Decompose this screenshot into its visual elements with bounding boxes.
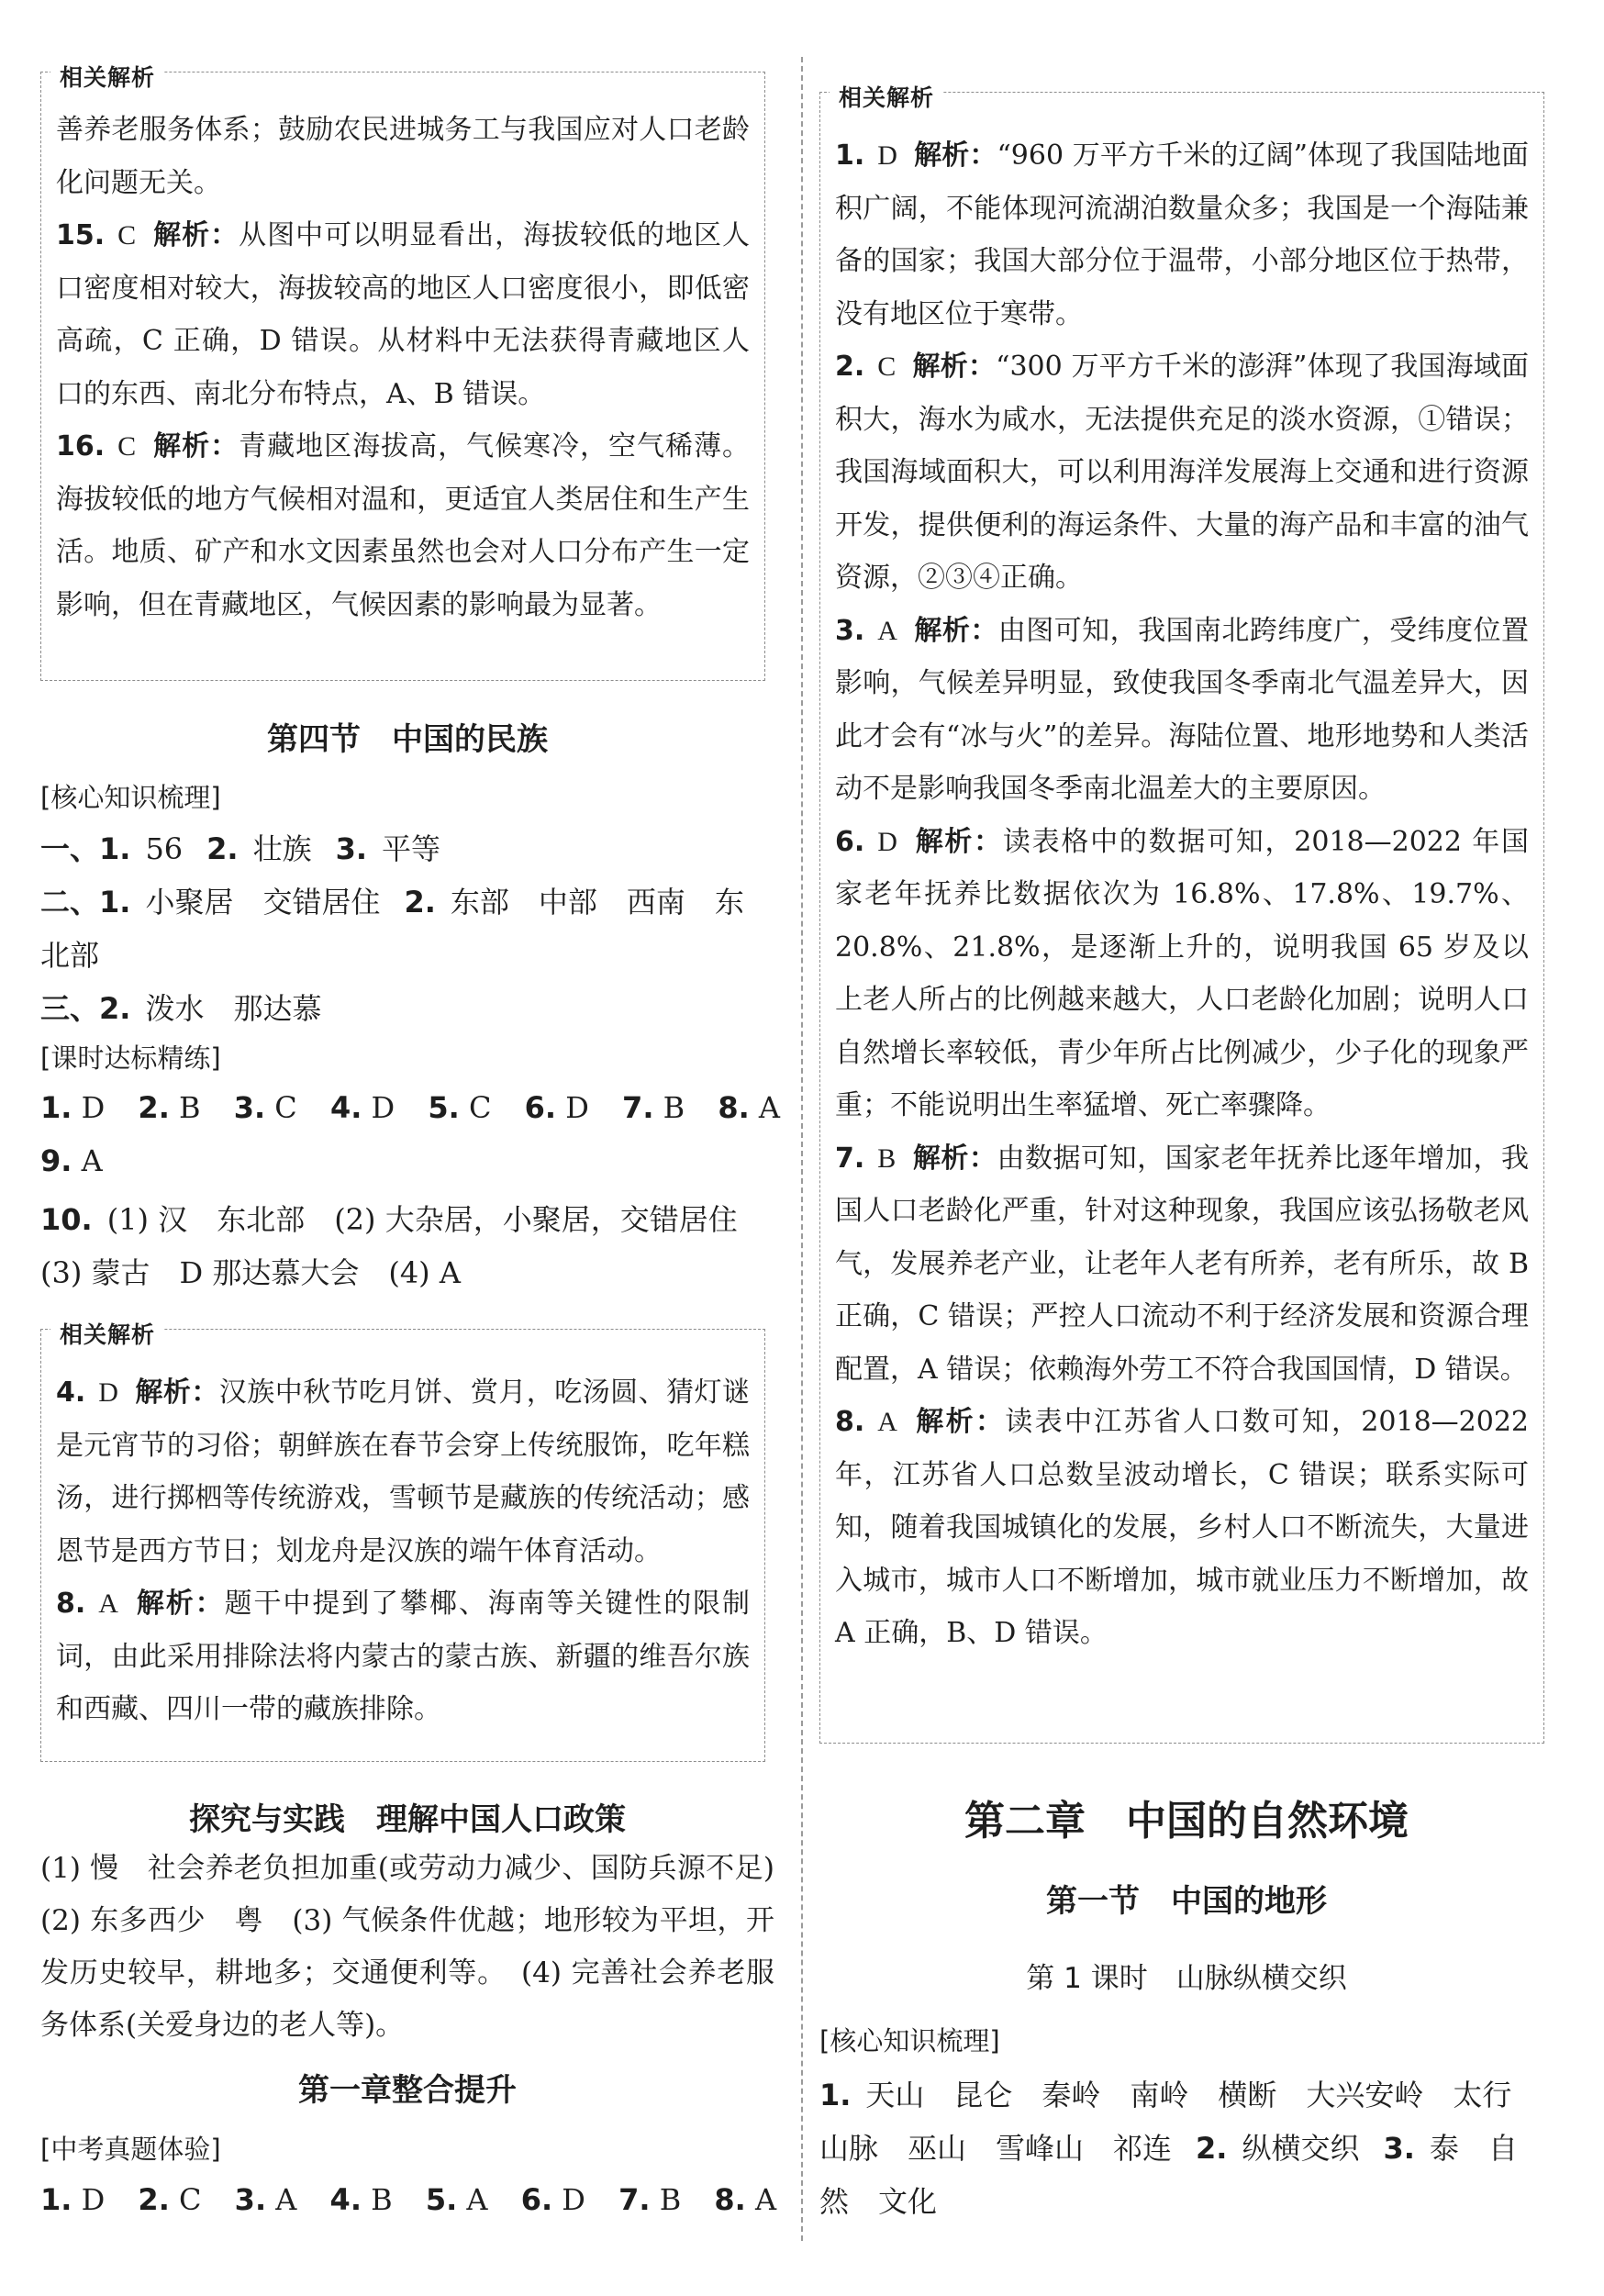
- core-line-3: 然 文化: [819, 2184, 938, 2219]
- core-answer: 泰 自: [1429, 2131, 1518, 2166]
- chapter-title: 第二章 中国的自然环境: [964, 1798, 1409, 1845]
- core-line-1: [40, 826, 440, 868]
- analysis-box-1: [40, 64, 765, 681]
- mc-num: 3.: [234, 2182, 267, 2217]
- q-text: 从图中可以明显看出，海拔较低的地区人口密度相对较大，海拔较高的地区人口密度很小，即低密高疏，C 正确，D 错误。从材料中无法获得青藏地区人口的东西、南北分布特点，A、B 错误。: [56, 219, 751, 410]
- core-line-1: [819, 2072, 1511, 2114]
- q-text: “960 万平方千米的辽阔”体现了我国陆地面积广阔，不能体现河流湖泊数量众多；我国是一个海陆兼备的国家；我国大部分位于温带，小部分地区位于热带，没有地区位于寒带。: [835, 139, 1529, 330]
- analysis-item: [835, 605, 1529, 816]
- analysis-box-3: [819, 84, 1544, 1744]
- core-answer: 纵横交织: [1242, 2131, 1360, 2166]
- q-tag: 解析：: [913, 139, 997, 172]
- column-divider: [801, 57, 803, 2241]
- mc-answer: B: [371, 2182, 393, 2217]
- q-number: 10.: [40, 1202, 93, 1237]
- q-tag: 解析：: [152, 219, 239, 251]
- exam-label: [中考真题体验]: [40, 2134, 221, 2165]
- q-number: 15.: [56, 219, 106, 251]
- section-title: 第四节 中国的民族: [267, 721, 548, 758]
- analysis-continuation: 善养老服务体系；鼓励农民进城务工与我国应对人口老龄化问题无关。: [56, 114, 750, 199]
- q-answer: C: [877, 351, 897, 382]
- q10-line-1: [40, 1197, 738, 1239]
- mc-num: 7.: [618, 2182, 651, 2217]
- q-text: 读表中江苏省人口数可知，2018—2022 年，江苏省人口总数呈波动增长，C 错误；联系实际可知，随着我国城镇化的发展，乡村人口不断流失，大量进入城市，城市人口不断增加，城市就业压力不断增加，故 A 正确，B、D 错误。: [835, 1406, 1529, 1649]
- q-text: 由图可知，我国南北跨纬度广，受纬度位置影响，气候差异明显，致使我国冬季南北气温差异大，因此才会有“冰与火”的差异。海陆位置、地形地势和人类活动不是影响我国冬季南北温差大的主要原因。: [835, 614, 1530, 805]
- q-number: 16.: [56, 430, 106, 463]
- mc-num: 5.: [428, 1090, 460, 1125]
- q-number: 3.: [835, 614, 865, 647]
- mc-answer: C: [274, 1090, 297, 1125]
- core-line-2: [819, 2125, 1518, 2168]
- exam-answers-row: [40, 2182, 776, 2217]
- q-number: 8.: [56, 1588, 86, 1620]
- mc-num: 6.: [524, 1090, 557, 1125]
- q-number: 4.: [56, 1376, 86, 1409]
- q-answer: D: [877, 140, 897, 171]
- mc-num: 8.: [714, 2182, 746, 2217]
- mc-num: 3.: [233, 1090, 266, 1125]
- core-num: 1.: [819, 2078, 852, 2112]
- core-num: 2.: [206, 831, 239, 866]
- mc-num: 6.: [520, 2182, 553, 2217]
- mc-num: 5.: [425, 2182, 458, 2217]
- q-tag: 解析：: [913, 614, 998, 647]
- mc-num: 1.: [40, 2182, 72, 2217]
- analysis-q16: [56, 420, 750, 631]
- q-answer: A: [98, 1588, 118, 1619]
- q-answer: C: [117, 431, 137, 462]
- mc-num: 2.: [138, 1090, 170, 1125]
- q-tag: 解析：: [912, 351, 997, 383]
- core-answer: 天山 昆仑 秦岭 南岭 横断 大兴安岭 太行: [865, 2078, 1512, 2112]
- core-num: 2.: [404, 885, 436, 920]
- analysis-q15: [56, 209, 750, 420]
- mc-answer: D: [565, 1090, 589, 1125]
- q-text: 青藏地区海拔高，气候寒冷，空气稀薄。海拔较低的地方气候相对温和，更适宜人类居住和生产生活。地质、矿产和水文因素虽然也会对人口分布产生一定影响，但在青藏地区，气候因素的影响最为显著。: [56, 430, 751, 621]
- core-answer: 小聚居 交错居住: [145, 885, 381, 920]
- mc-answer: A: [275, 2182, 297, 2217]
- mc-num: 7.: [622, 1090, 654, 1125]
- q-number: 8.: [835, 1406, 865, 1438]
- core-num: 3.: [335, 831, 368, 866]
- mc-answer: A: [758, 1090, 781, 1125]
- explore-title: 探究与实践 理解中国人口政策: [189, 1801, 626, 1838]
- mc-answer: B: [663, 1090, 685, 1125]
- chapter-summary-title: 第一章整合提升: [298, 2072, 517, 2109]
- mc-answer: A: [81, 1143, 103, 1178]
- core-line-2: [40, 879, 744, 921]
- analysis-item: [835, 816, 1529, 1132]
- q-text: 题干中提到了攀椰、海南等关键性的限制词，由此采用排除法将内蒙古的蒙古族、新疆的维吾尔族和西藏、四川一带的藏族排除。: [56, 1588, 751, 1725]
- q-text: “300 万平方千米的澎湃”体现了我国海域面积大，海水为咸水，无法提供充足的淡水资源，①错误；我国海域面积大，可以利用海洋发展海上交通和进行资源开发，提供便利的海运条件、大量的海产品和丰富的油气资源，②③④正确。: [835, 351, 1529, 594]
- core-answer: 东部 中部 西南 东: [450, 885, 744, 920]
- q-answer: A: [877, 615, 897, 646]
- q-answer: A: [877, 1407, 897, 1437]
- core-num: 二、1.: [40, 885, 131, 920]
- analysis-box-title: 相关解析: [50, 60, 164, 93]
- analysis-item: [835, 1396, 1529, 1660]
- mc-answer: D: [81, 2182, 106, 2217]
- mc-num: 9.: [40, 1143, 72, 1178]
- mc-answer: A: [466, 2182, 488, 2217]
- lesson-title: 第 1 课时 山脉纵横交织: [1026, 1962, 1347, 1995]
- analysis-item: [835, 340, 1529, 605]
- q-number: 6.: [835, 825, 865, 858]
- core-knowledge-label: [核心知识梳理]: [819, 2025, 1000, 2056]
- mc-num: 2.: [138, 2182, 170, 2217]
- analysis-box-2: [40, 1321, 765, 1762]
- core-num: 一、1.: [40, 831, 131, 866]
- mc-answer: A: [755, 2182, 777, 2217]
- q-tag: 解析：: [913, 1406, 1006, 1438]
- mc-num: 4.: [329, 2182, 362, 2217]
- q10-line-2: (3) 蒙古 D 那达慕大会 (4) A: [40, 1255, 461, 1290]
- core-answer: 泼水 那达慕: [145, 991, 322, 1026]
- core-knowledge-label: [核心知识梳理]: [40, 782, 221, 813]
- q-answer: D: [98, 1377, 118, 1408]
- core-answer: 山脉 巫山 雪峰山 祁连: [819, 2131, 1173, 2166]
- q-number: 7.: [835, 1142, 865, 1175]
- q-answer: B: [877, 1142, 897, 1174]
- core-line-3: 北部: [40, 938, 100, 973]
- q-number: 1.: [835, 139, 865, 172]
- core-answer: 壮族: [252, 831, 312, 866]
- core-answer: 平等: [382, 831, 441, 866]
- analysis-item: [835, 129, 1529, 340]
- analysis-box-title: 相关解析: [50, 1317, 164, 1350]
- q-text: (1) 汉 东北部 (2) 大杂居，小聚居，交错居住: [106, 1202, 738, 1237]
- q-answer: D: [877, 826, 897, 857]
- mc-answer: B: [179, 1090, 201, 1125]
- q-tag: 解析：: [913, 825, 1003, 858]
- mc-answers-row-2: [40, 1143, 103, 1178]
- q-tag: 解析：: [152, 430, 239, 463]
- core-line-4: [40, 986, 321, 1028]
- mc-num: 4.: [329, 1090, 362, 1125]
- q-tag: 解析：: [134, 1588, 225, 1620]
- core-num: 2.: [1196, 2131, 1228, 2166]
- mc-answer: B: [659, 2182, 682, 2217]
- q-answer: C: [117, 220, 137, 251]
- mc-answer: D: [562, 2182, 585, 2217]
- q-text: 由数据可知，国家老年抚养比逐年增加，我国人口老龄化严重，针对这种现象，我国应该弘扬敬老风气，发展养老产业，让老年人老有所养，老有所乐，故 B 正确，C 错误；严控人口流动不利于经济发展和资源合理配置，A 错误；依赖海外劳工不符合我国国情，D 错误。: [835, 1142, 1530, 1386]
- core-answer: 56: [145, 831, 184, 866]
- core-num: 三、2.: [40, 991, 131, 1026]
- mc-answers-row: [40, 1090, 780, 1125]
- core-num: 3.: [1383, 2131, 1415, 2166]
- mc-answer: D: [371, 1090, 395, 1125]
- q-text: 汉族中秋节吃月饼、赏月，吃汤圆、猜灯谜是元宵节的习俗；朝鲜族在春节会穿上传统服饰，吃年糕汤，进行掷柶等传统游戏，雪顿节是藏族的传统活动；感恩节是西方节日；划龙舟是汉族的端午体育活动。: [56, 1376, 751, 1567]
- mc-answer: C: [468, 1090, 492, 1125]
- analysis-item: [835, 1132, 1529, 1397]
- mc-answer: D: [81, 1090, 106, 1125]
- q-tag: 解析：: [912, 1142, 997, 1175]
- analysis-q4: [56, 1366, 750, 1577]
- q-number: 2.: [835, 351, 865, 383]
- q-text: 读表格中的数据可知，2018—2022 年国家老年抚养比数据依次为 16.8%、17.8%、19.7%、20.8%、21.8%，是逐渐上升的，说明我国 65 岁及以上老人所占的比例越来越大，人口老龄化加剧；说明人口自然增长率较低，青少年所占比例减少，少子化的现象严重；不能说明出生率猛增、死亡率骤降。: [835, 825, 1529, 1121]
- practice-label: [课时达标精练]: [40, 1042, 221, 1074]
- q-tag: 解析：: [134, 1376, 219, 1409]
- mc-num: 1.: [40, 1090, 72, 1125]
- analysis-box-title: 相关解析: [830, 80, 943, 113]
- analysis-q8: [56, 1577, 750, 1736]
- mc-num: 8.: [718, 1090, 750, 1125]
- section-title: 第一节 中国的地形: [1046, 1883, 1327, 1920]
- mc-answer: C: [179, 2182, 202, 2217]
- explore-text: (1) 慢 社会养老负担加重(或劳动力减少、国防兵源不足) (2) 东多西少 粤 (3) 气候条件优越；地形较为平坦，开发历史较早，耕地多；交通便利等。 (4) 完善社会养老服务体系(关爱身边的老人等)。: [40, 1852, 803, 2042]
